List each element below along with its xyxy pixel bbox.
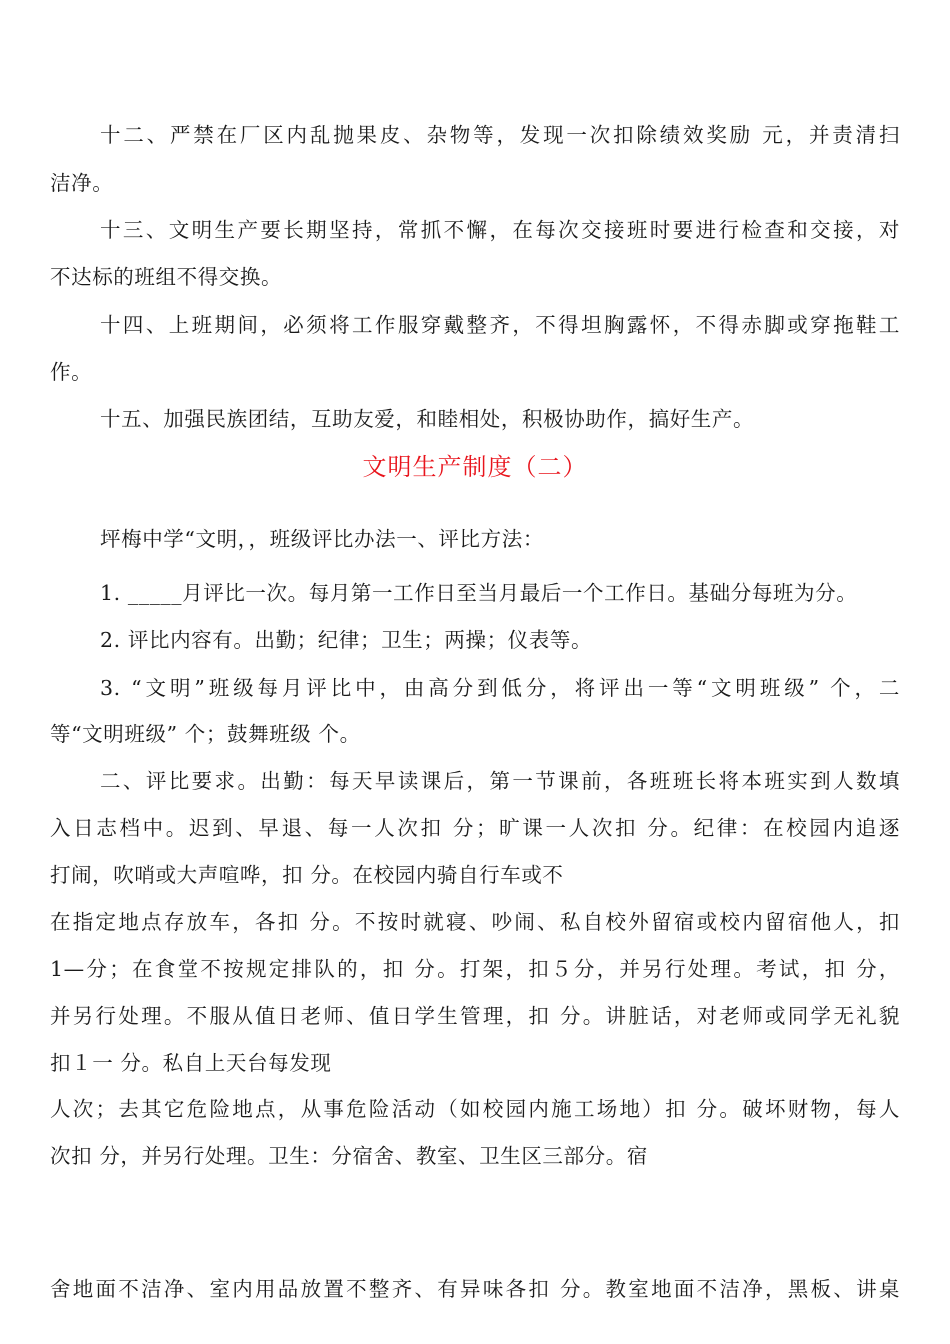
paragraph-item-12-cont: 洁净。 bbox=[50, 171, 114, 195]
paragraph-discipline-line2: 1—分；在食堂不按规定排队的，扣 分。打架，扣５分，并另行处理。考试，扣 分， bbox=[50, 957, 900, 981]
paragraph-item-14: 十四、上班期间，必须将工作服穿戴整齐，不得坦胸露怀，不得赤脚或穿拖鞋工 bbox=[100, 313, 900, 337]
paragraph-item-12: 十二、严禁在厂区内乱抛果皮、杂物等，发现一次扣除绩效奖励 元，并责清扫 bbox=[100, 123, 900, 147]
paragraph-item-13-cont: 不达标的班组不得交换。 bbox=[50, 265, 283, 289]
list-item-2: 2. 评比内容有。出勤；纪律；卫生；两操；仪表等。 bbox=[100, 628, 593, 652]
section-title: 文明生产制度（二） bbox=[362, 453, 588, 481]
paragraph-danger-line1: 人次；去其它危险地点，从事危险活动（如校园内施工场地）扣 分。破坏财物，每人 bbox=[50, 1097, 900, 1121]
paragraph-item-15: 十五、加强民族团结，互助友爱，和睦相处，积极协助作，搞好生产。 bbox=[100, 407, 755, 431]
paragraph-discipline-line3: 并另行处理。不服从值日老师、值日学生管理，扣 分。讲脏话，对老师或同学无礼貌 bbox=[50, 1004, 900, 1028]
list-item-3: 3. “文明”班级每月评比中，由高分到低分，将评出一等“文明班级” 个，二 bbox=[100, 676, 900, 700]
list-item-3-cont: 等“文明班级” 个；鼓舞班级 个。 bbox=[50, 722, 361, 746]
paragraph-danger-line2: 次扣 分，并另行处理。卫生：分宿舍、教室、卫生区三部分。宿 bbox=[50, 1144, 648, 1168]
paragraph-discipline-line1: 在指定地点存放车，各扣 分。不按时就寝、吵闹、私自校外留宿或校内留宿他人，扣 bbox=[50, 910, 900, 934]
paragraph-requirements: 二、评比要求。出勤：每天早读课后，第一节课前，各班班长将本班实到人数填 bbox=[100, 769, 900, 793]
paragraph-item-13: 十三、文明生产要长期坚持，常抓不懈，在每次交接班时要进行检查和交接，对 bbox=[100, 218, 900, 242]
paragraph-item-14-cont: 作。 bbox=[50, 360, 93, 384]
list-item-1: 1. _____月评比一次。每月第一工作日至当月最后一个工作日。基础分每班为分。 bbox=[100, 581, 858, 605]
paragraph-requirements-line2: 入日志档中。迟到、早退、每一人次扣 分；旷课一人次扣 分。纪律：在校园内追逐 bbox=[50, 816, 900, 840]
paragraph-discipline-line4: 扣１一 分。私自上天台每发现 bbox=[50, 1051, 332, 1075]
paragraph-hygiene-line1: 舍地面不洁净、室内用品放置不整齐、有异味各扣 分。教室地面不洁净，黑板、讲桌 bbox=[50, 1277, 900, 1301]
paragraph-requirements-line3: 打闹，吹哨或大声喧哗，扣 分。在校园内骑自行车或不 bbox=[50, 863, 564, 887]
paragraph-intro: 坪梅中学“文明，，班级评比办法一、评比方法： bbox=[100, 527, 544, 551]
